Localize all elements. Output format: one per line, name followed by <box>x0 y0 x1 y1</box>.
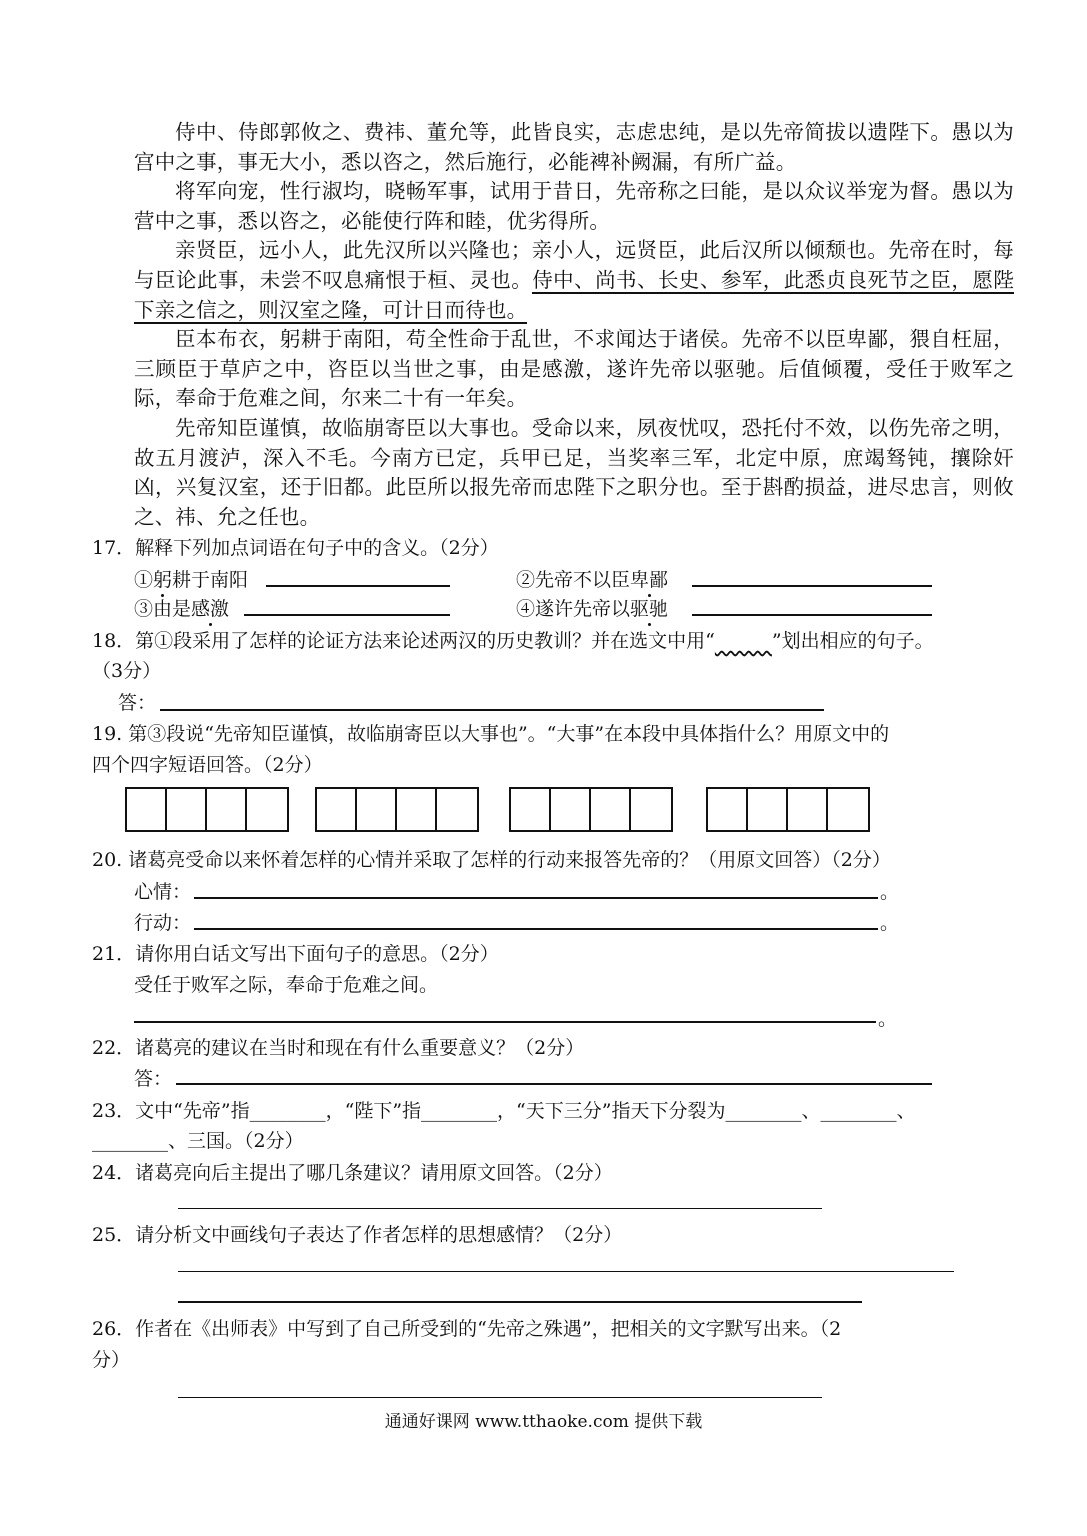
stem-part: 18．第①段采用了怎样的论证方法来论述两汉的历史教训？并在选文中用“ <box>92 630 715 652</box>
question-17-item-2 <box>516 565 668 592</box>
answer-box[interactable] <box>247 789 287 830</box>
passage-paragraph-4: 臣本布衣，躬耕于南阳，苟全性命于乱世，不求闻达于诸侯。先帝不以臣卑鄙，猥自枉屈，三顾臣于草庐之中，咨臣以当世之事，由是感激，遂许先帝以驱驰。后值倾覆，受任于败军之际，奉命于危难之间，尔来二十有一年矣。 <box>134 327 1014 411</box>
question-18-stem <box>92 626 934 653</box>
dotted-word: 卑鄙 <box>630 569 669 591</box>
answer-line-22[interactable] <box>176 1083 932 1085</box>
answer-box[interactable] <box>127 789 167 830</box>
item-prefix: ④遂许先帝以 <box>516 598 631 620</box>
answer-box[interactable] <box>708 789 748 830</box>
answer-box-group-1[interactable] <box>125 787 289 832</box>
answer-box[interactable] <box>357 789 397 830</box>
question-20-action-label: 行动： <box>134 912 192 934</box>
question-22-answer-label: 答： <box>134 1068 173 1090</box>
question-18-answer-label: 答： <box>118 692 157 714</box>
answer-line-25-1[interactable] <box>178 1271 954 1272</box>
question-26-stem-line-1: 26．作者在《出师表》中写到了自己所受到的“先帝之殊遇”，把相关的文字默写出来。（2 <box>92 1318 842 1340</box>
answer-line-20-action[interactable] <box>194 928 878 930</box>
answer-box-group-4[interactable] <box>706 787 870 832</box>
answer-box[interactable] <box>591 789 631 830</box>
answer-line-18[interactable] <box>160 709 824 711</box>
dotted-word: 躬 <box>153 569 173 591</box>
question-20-stem: 20. 诸葛亮受命以来怀着怎样的心情并采取了怎样的行动来报答先帝的？（用原文回答）（2分） <box>92 849 891 871</box>
question-19-stem-line-2: 四个四字短语回答。（2分） <box>92 754 323 776</box>
question-24-stem: 24．诸葛亮向后主提出了哪几条建议？请用原文回答。（2分） <box>92 1162 613 1184</box>
question-22-stem: 22．诸葛亮的建议在当时和现在有什么重要意义？（2分） <box>92 1037 585 1059</box>
item-prefix: ① <box>134 569 154 591</box>
item-suffix: 耕于南阳 <box>172 569 249 591</box>
question-18-score: （3分） <box>92 660 162 682</box>
line-end-period: 。 <box>878 1008 898 1030</box>
wavy-line-mark <box>715 630 772 652</box>
answer-line-20-mood[interactable] <box>194 897 878 899</box>
answer-box-group-3[interactable] <box>509 787 673 832</box>
line-end-period: 。 <box>880 881 900 903</box>
question-20-mood-label: 心情： <box>134 881 192 903</box>
answer-line-17-3[interactable] <box>244 614 450 616</box>
question-17-item-3 <box>134 594 229 621</box>
answer-box-group-2[interactable] <box>315 787 479 832</box>
dotted-word: 感激 <box>191 598 230 620</box>
dotted-word: 驱驰 <box>630 598 669 620</box>
answer-box[interactable] <box>511 789 551 830</box>
question-19-stem-line-1: 19. 第③段说“先帝知臣谨慎，故临崩寄臣以大事也”。“大事”在本段中具体指什么？用原文中的 <box>92 723 890 745</box>
answer-line-24[interactable] <box>178 1208 822 1209</box>
question-21-sentence: 受任于败军之际，奉命于危难之间。 <box>134 974 439 996</box>
answer-line-17-1[interactable] <box>266 585 450 587</box>
answer-line-21[interactable] <box>134 1021 876 1023</box>
line-end-period: 。 <box>880 912 900 934</box>
answer-box[interactable] <box>437 789 477 830</box>
answer-box[interactable] <box>631 789 671 830</box>
question-17-item-1 <box>134 565 248 592</box>
question-23-line-1: 23．文中“先帝”指________，“陛下”指________，“天下三分”指天下分裂为________、________、 <box>92 1100 916 1122</box>
item-prefix: ③由是 <box>134 598 192 620</box>
answer-box[interactable] <box>167 789 207 830</box>
question-17-stem: 17．解释下列加点词语在句子中的含义。（2分） <box>92 537 499 559</box>
question-17-item-4 <box>516 594 668 621</box>
underlined-sentence: 侍中、尚书、长史、参军，此悉贞良死节之臣，愿陛下亲之信之，则汉室之隆，可计日而待也。 <box>134 267 1014 322</box>
question-26-stem-line-2: 分） <box>92 1349 131 1371</box>
answer-line-26[interactable] <box>178 1397 822 1398</box>
passage-paragraph-3 <box>134 236 1014 325</box>
answer-box[interactable] <box>551 789 591 830</box>
question-21-stem: 21．请你用白话文写出下面句子的意思。（2分） <box>92 943 499 965</box>
answer-line-17-2[interactable] <box>692 585 932 587</box>
question-23-line-2: ________、三国。（2分） <box>92 1130 304 1152</box>
answer-box[interactable] <box>397 789 437 830</box>
answer-line-17-4[interactable] <box>692 614 932 616</box>
passage-paragraph-5: 先帝知臣谨慎，故临崩寄臣以大事也。受命以来，夙夜忧叹，恐托付不效，以伤先帝之明，故五月渡泸，深入不毛。今南方已定，兵甲已足，当奖率三军，北定中原，庶竭驽钝，攘除奸凶，兴复汉室，还于旧都。此臣所以报先帝而忠陛下之职分也。至于斟酌损益，进尽忠言，则攸之、祎、允之任也。 <box>134 415 1014 529</box>
answer-box[interactable] <box>788 789 828 830</box>
answer-box[interactable] <box>207 789 247 830</box>
page-footer: 通通好课网 www.tthaoke.com 提供下载 <box>384 1412 703 1432</box>
answer-box[interactable] <box>748 789 788 830</box>
stem-part: ”划出相应的句子。 <box>771 630 934 652</box>
answer-line-25-2[interactable] <box>178 1301 862 1303</box>
item-prefix: ②先帝不以臣 <box>516 569 631 591</box>
passage-paragraph-1: 侍中、侍郎郭攸之、费祎、董允等，此皆良实，志虑忠纯，是以先帝简拔以遗陛下。愚以为宫中之事，事无大小，悉以咨之，然后施行，必能裨补阙漏，有所广益。 <box>134 120 1014 174</box>
passage-paragraph-2: 将军向宠，性行淑均，晓畅军事，试用于昔日，先帝称之曰能，是以众议举宠为督。愚以为营中之事，悉以咨之，必能使行阵和睦，优劣得所。 <box>134 179 1014 233</box>
question-25-stem: 25．请分析文中画线句子表达了作者怎样的思想感情？（2分） <box>92 1224 623 1246</box>
reading-passage <box>134 118 1014 532</box>
answer-box[interactable] <box>828 789 868 830</box>
answer-box[interactable] <box>317 789 357 830</box>
passage-paragraph-3-text: 亲贤臣，远小人，此先汉所以兴隆也；亲小人，远贤臣，此后汉所以倾颓也。先帝在时，每与臣论此事，未尝不叹息痛恨于桓、灵也。 <box>134 238 1014 292</box>
